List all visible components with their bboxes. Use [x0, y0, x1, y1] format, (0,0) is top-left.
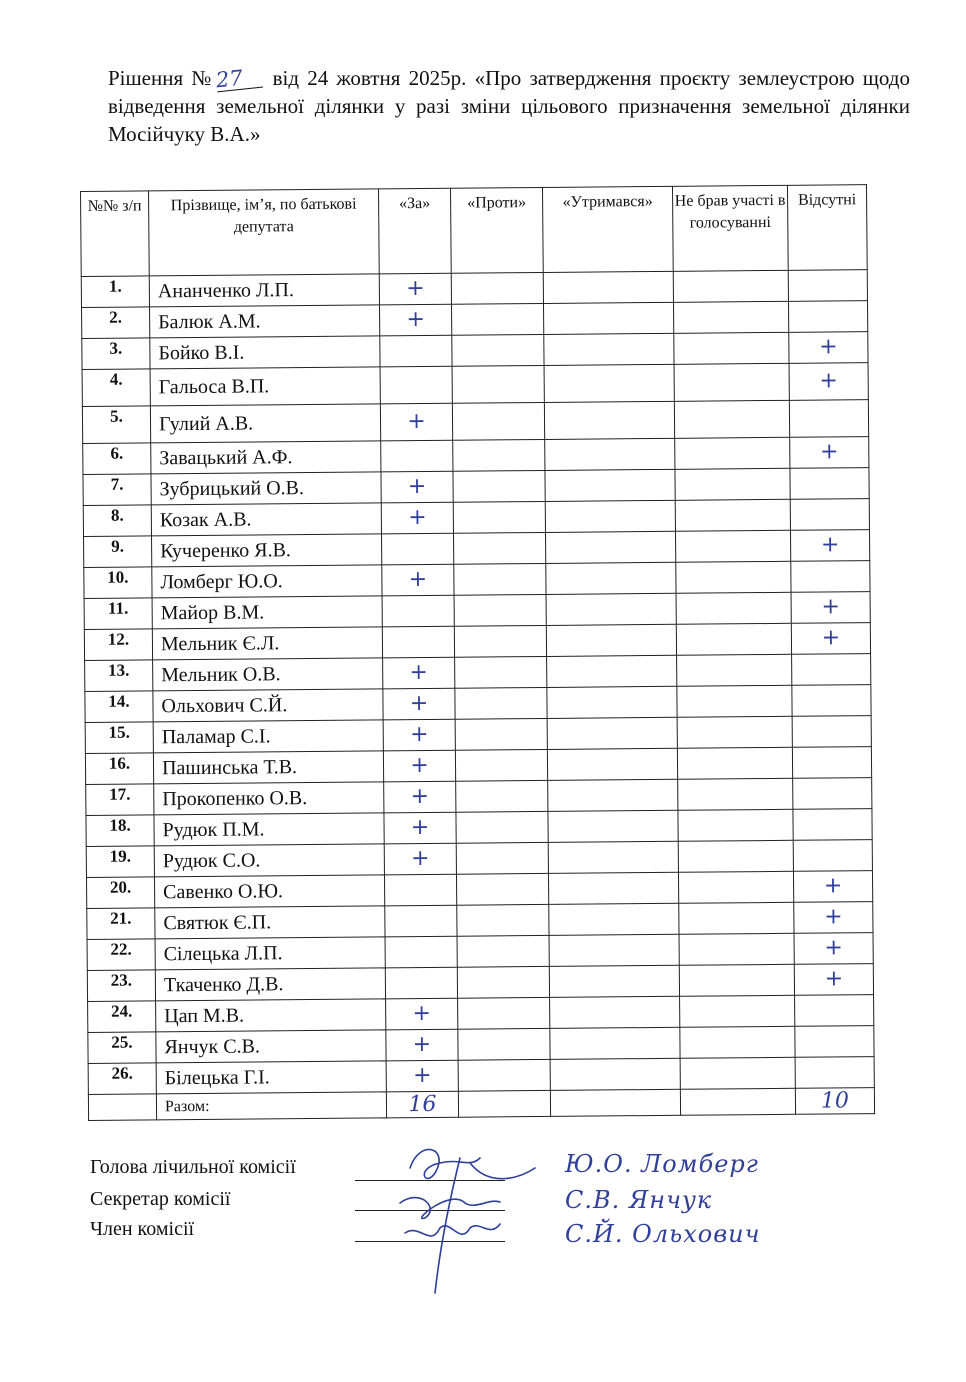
deputy-name: Сілецька Л.П.: [155, 937, 385, 970]
signature-role-chair: Голова лічильної комісії: [90, 1156, 296, 1178]
totals-row: [88, 1088, 874, 1121]
row-number: 17.: [86, 784, 154, 816]
vote-cell-against: [458, 1028, 550, 1060]
deputy-name: Завацький А.Ф.: [151, 441, 381, 474]
vote-cell-against: [454, 532, 546, 564]
row-number: 10.: [84, 567, 152, 599]
deputy-name: Ананченко Л.П.: [149, 274, 379, 307]
vote-cell-against: [452, 365, 544, 403]
vote-cell-against: [453, 501, 545, 533]
row-number: 22.: [87, 939, 155, 971]
title-text: від 24 жовтня 2025р. «Про затвердження проєкту землеустрою щодо відведення земельної ділянки у разі зміни цільового призначення земельної ділянки Мосійчуку В.А.»: [108, 66, 910, 146]
deputy-name: Цап М.В.: [156, 999, 386, 1032]
vote-cell-abstain: [546, 624, 676, 656]
vote-cell-not-voting: [674, 363, 789, 401]
vote-cell-absent: [788, 301, 867, 333]
vote-cell-for: +: [384, 781, 456, 813]
vote-cell-against: [458, 1059, 550, 1091]
vote-cell-not-voting: [678, 809, 793, 841]
vote-cell-not-voting: [678, 840, 793, 872]
row-number: 9.: [84, 536, 152, 568]
vote-cell-abstain: [545, 500, 675, 532]
vote-cell-absent: [793, 809, 872, 841]
row-number: 1.: [81, 276, 149, 308]
vote-cell-against: [455, 656, 547, 688]
total-absent: 10: [795, 1088, 874, 1115]
vote-cell-for: [380, 366, 452, 404]
vote-cell-not-voting: [675, 530, 790, 562]
vote-cell-absent: +: [789, 363, 868, 401]
decision-title: [108, 64, 910, 148]
vote-cell-not-voting: [679, 902, 794, 934]
vote-cell-for: +: [379, 273, 451, 305]
deputy-name: Ольхович С.Й.: [153, 689, 383, 722]
vote-cell-abstain: [545, 438, 675, 470]
vote-cell-against: [454, 625, 546, 657]
vote-cell-for: +: [386, 998, 458, 1030]
vote-cell-not-voting: [674, 400, 789, 438]
vote-cell-for: [384, 874, 456, 906]
vote-cell-against: [452, 402, 544, 440]
vote-cell-not-voting: [677, 716, 792, 748]
vote-cell-against: [453, 470, 545, 502]
vote-cell-for: [381, 440, 453, 472]
row-number: 13.: [85, 660, 153, 692]
decision-number: 27: [215, 65, 263, 93]
vote-cell-against: [457, 935, 549, 967]
deputy-name: Білецька Г.І.: [156, 1061, 386, 1094]
vote-cell-absent: +: [793, 871, 872, 903]
vote-cell-against: [456, 842, 548, 874]
row-number: 4.: [82, 369, 150, 407]
vote-cell-not-voting: [676, 561, 791, 593]
vote-cell-not-voting: [680, 1026, 795, 1058]
vote-cell-abstain: [546, 562, 676, 594]
deputy-name: Ломберг Ю.О.: [152, 565, 382, 598]
row-number: 21.: [87, 908, 155, 940]
vote-cell-absent: [790, 468, 869, 500]
vote-cell-not-voting: [675, 437, 790, 469]
vote-cell-abstain: [548, 841, 678, 873]
vote-cell-absent: +: [791, 592, 870, 624]
vote-cell-for: [385, 967, 457, 999]
row-number: 12.: [84, 629, 152, 661]
vote-cell-abstain: [547, 655, 677, 687]
vote-cell-not-voting: [673, 270, 788, 302]
vote-cell-absent: +: [790, 437, 869, 469]
title-prefix: Рішення №: [108, 66, 215, 90]
vote-cell-against: [458, 997, 550, 1029]
vote-cell-absent: +: [794, 902, 873, 934]
row-number: 3.: [82, 338, 150, 370]
header-for: «За»: [378, 188, 451, 274]
vote-cell-abstain: [543, 271, 673, 303]
vote-cell-absent: [791, 561, 870, 593]
vote-cell-for: [385, 905, 457, 937]
vote-cell-against: [455, 749, 547, 781]
row-number: 20.: [86, 877, 154, 909]
total-abstain: [550, 1089, 680, 1116]
vote-cell-abstain: [548, 779, 678, 811]
vote-cell-for: [382, 626, 454, 658]
vote-cell-against: [452, 334, 544, 366]
row-number: 5.: [82, 406, 150, 444]
vote-cell-absent: [793, 840, 872, 872]
header-against: «Проти»: [450, 187, 543, 273]
row-number: 6.: [83, 443, 151, 475]
vote-cell-against: [452, 303, 544, 335]
vote-cell-for: [385, 936, 457, 968]
totals-label: Разом:: [156, 1092, 386, 1120]
vote-cell-absent: [795, 1057, 874, 1089]
vote-cell-abstain: [550, 1058, 680, 1090]
header-name: Прізвище, ім’я, по батькові депутата: [149, 189, 380, 276]
signature-name-secretary: С.В. Янчук: [565, 1186, 713, 1214]
row-number: 14.: [85, 691, 153, 723]
vote-cell-not-voting: [679, 964, 794, 996]
vote-cell-for: +: [383, 750, 455, 782]
row-number: 8.: [83, 505, 151, 537]
deputy-name: Кучеренко Я.В.: [152, 534, 382, 567]
vote-cell-not-voting: [675, 499, 790, 531]
vote-cell-abstain: [548, 872, 678, 904]
vote-cell-absent: +: [790, 530, 869, 562]
deputy-name: Святюк Є.П.: [155, 906, 385, 939]
vote-cell-abstain: [550, 1027, 680, 1059]
totals-empty-cell: [88, 1094, 156, 1121]
vote-cell-not-voting: [679, 933, 794, 965]
vote-cell-against: [451, 272, 543, 304]
vote-cell-abstain: [544, 401, 674, 439]
deputy-name: Прокопенко О.В.: [154, 782, 384, 815]
signature-role-secretary: Секретар комісії: [90, 1188, 231, 1210]
vote-cell-absent: [795, 1026, 874, 1058]
vote-cell-abstain: [549, 903, 679, 935]
vote-cell-against: [456, 780, 548, 812]
vote-cell-absent: [790, 499, 869, 531]
signature-name-member: С.Й. Ольхович: [565, 1220, 761, 1248]
row-number: 15.: [85, 722, 153, 754]
vote-cell-against: [454, 563, 546, 595]
vote-cell-against: [457, 904, 549, 936]
header-number: №№ з/п: [81, 191, 150, 277]
vote-cell-abstain: [547, 686, 677, 718]
vote-cell-not-voting: [673, 301, 788, 333]
vote-cell-abstain: [546, 593, 676, 625]
vote-cell-for: +: [383, 657, 455, 689]
vote-cell-against: [455, 687, 547, 719]
vote-cell-absent: [792, 716, 871, 748]
row-number: 16.: [85, 753, 153, 785]
vote-cell-abstain: [548, 810, 678, 842]
row-number: 23.: [87, 970, 155, 1002]
vote-cell-not-voting: [674, 332, 789, 364]
total-against: [458, 1090, 550, 1117]
vote-cell-for: +: [383, 688, 455, 720]
vote-cell-against: [455, 718, 547, 750]
vote-cell-not-voting: [676, 623, 791, 655]
deputy-name: Рудюк С.О.: [154, 844, 384, 877]
deputy-name: Козак А.В.: [151, 503, 381, 536]
vote-cell-abstain: [550, 996, 680, 1028]
deputy-name: Гулий А.В.: [150, 404, 380, 443]
vote-cell-for: +: [386, 1060, 458, 1092]
table-header-row: [81, 185, 868, 277]
vote-cell-against: [454, 594, 546, 626]
vote-cell-for: [382, 533, 454, 565]
vote-cell-abstain: [543, 302, 673, 334]
row-number: 2.: [82, 307, 150, 339]
vote-cell-for: +: [386, 1029, 458, 1061]
vote-cell-not-voting: [680, 995, 795, 1027]
handwritten-signatures-image: [340, 1128, 540, 1298]
vote-cell-abstain: [544, 333, 674, 365]
vote-cell-absent: +: [789, 332, 868, 364]
deputy-name: Паламар С.І.: [153, 720, 383, 753]
vote-cell-for: +: [381, 471, 453, 503]
vote-cell-for: [380, 335, 452, 367]
row-number: 18.: [86, 815, 154, 847]
deputy-name: Янчук С.В.: [156, 1030, 386, 1063]
vote-cell-absent: +: [791, 623, 870, 655]
deputy-name: Савенко О.Ю.: [154, 875, 384, 908]
row-number: 7.: [83, 474, 151, 506]
vote-cell-not-voting: [678, 778, 793, 810]
total-not-voting: [680, 1088, 795, 1115]
header-not-voting: Не брав участі в голосуванні: [672, 185, 788, 271]
row-number: 24.: [88, 1001, 156, 1033]
vote-cell-absent: [792, 685, 871, 717]
deputy-name: Ткаченко Д.В.: [155, 968, 385, 1001]
vote-cell-against: [457, 966, 549, 998]
deputy-name: Рудюк П.М.: [154, 813, 384, 846]
signature-role-member: Член комісії: [90, 1218, 195, 1240]
deputy-name: Зубрицький О.В.: [151, 472, 381, 505]
vote-cell-not-voting: [680, 1057, 795, 1089]
vote-cell-for: [382, 595, 454, 627]
row-number: 25.: [88, 1032, 156, 1064]
deputy-name: Бойко В.І.: [150, 336, 380, 369]
vote-cell-absent: [793, 778, 872, 810]
vote-cell-not-voting: [677, 654, 792, 686]
voting-table: [80, 184, 875, 1121]
vote-cell-abstain: [547, 717, 677, 749]
vote-cell-not-voting: [677, 685, 792, 717]
vote-cell-absent: +: [794, 933, 873, 965]
vote-cell-for: +: [381, 502, 453, 534]
vote-cell-absent: [792, 747, 871, 779]
vote-cell-abstain: [549, 934, 679, 966]
vote-cell-abstain: [547, 748, 677, 780]
vote-cell-for: +: [384, 812, 456, 844]
row-number: 19.: [86, 846, 154, 878]
vote-cell-abstain: [545, 469, 675, 501]
vote-cell-for: +: [380, 304, 452, 336]
vote-cell-for: +: [384, 843, 456, 875]
vote-cell-for: +: [382, 564, 454, 596]
vote-cell-not-voting: [675, 468, 790, 500]
deputy-name: Майор В.М.: [152, 596, 382, 629]
vote-cell-abstain: [545, 531, 675, 563]
vote-cell-absent: [795, 995, 874, 1027]
deputy-name: Балюк А.М.: [150, 305, 380, 338]
vote-cell-against: [456, 811, 548, 843]
vote-cell-absent: [792, 654, 871, 686]
vote-cell-abstain: [544, 364, 674, 402]
row-number: 11.: [84, 598, 152, 630]
vote-cell-not-voting: [678, 871, 793, 903]
vote-cell-absent: +: [794, 964, 873, 996]
deputy-name: Пашинська Т.В.: [153, 751, 383, 784]
vote-cell-abstain: [549, 965, 679, 997]
vote-cell-not-voting: [676, 592, 791, 624]
vote-cell-absent: [789, 400, 868, 438]
vote-cell-against: [453, 439, 545, 471]
deputy-name: Мельник Є.Л.: [152, 627, 382, 660]
row-number: 26.: [88, 1063, 156, 1095]
vote-cell-absent: [788, 270, 867, 302]
vote-cell-against: [456, 873, 548, 905]
vote-cell-for: +: [383, 719, 455, 751]
vote-cell-not-voting: [677, 747, 792, 779]
voting-table-body: [81, 270, 874, 1095]
header-abstain: «Утримався»: [542, 186, 673, 272]
header-absent: Відсутні: [787, 185, 867, 271]
deputy-name: Гальоса В.П.: [150, 367, 380, 406]
deputy-name: Мельник О.В.: [153, 658, 383, 691]
vote-cell-for: +: [380, 403, 452, 441]
signature-name-chair: Ю.О. Ломберг: [565, 1150, 759, 1178]
total-for: 16: [386, 1091, 458, 1118]
